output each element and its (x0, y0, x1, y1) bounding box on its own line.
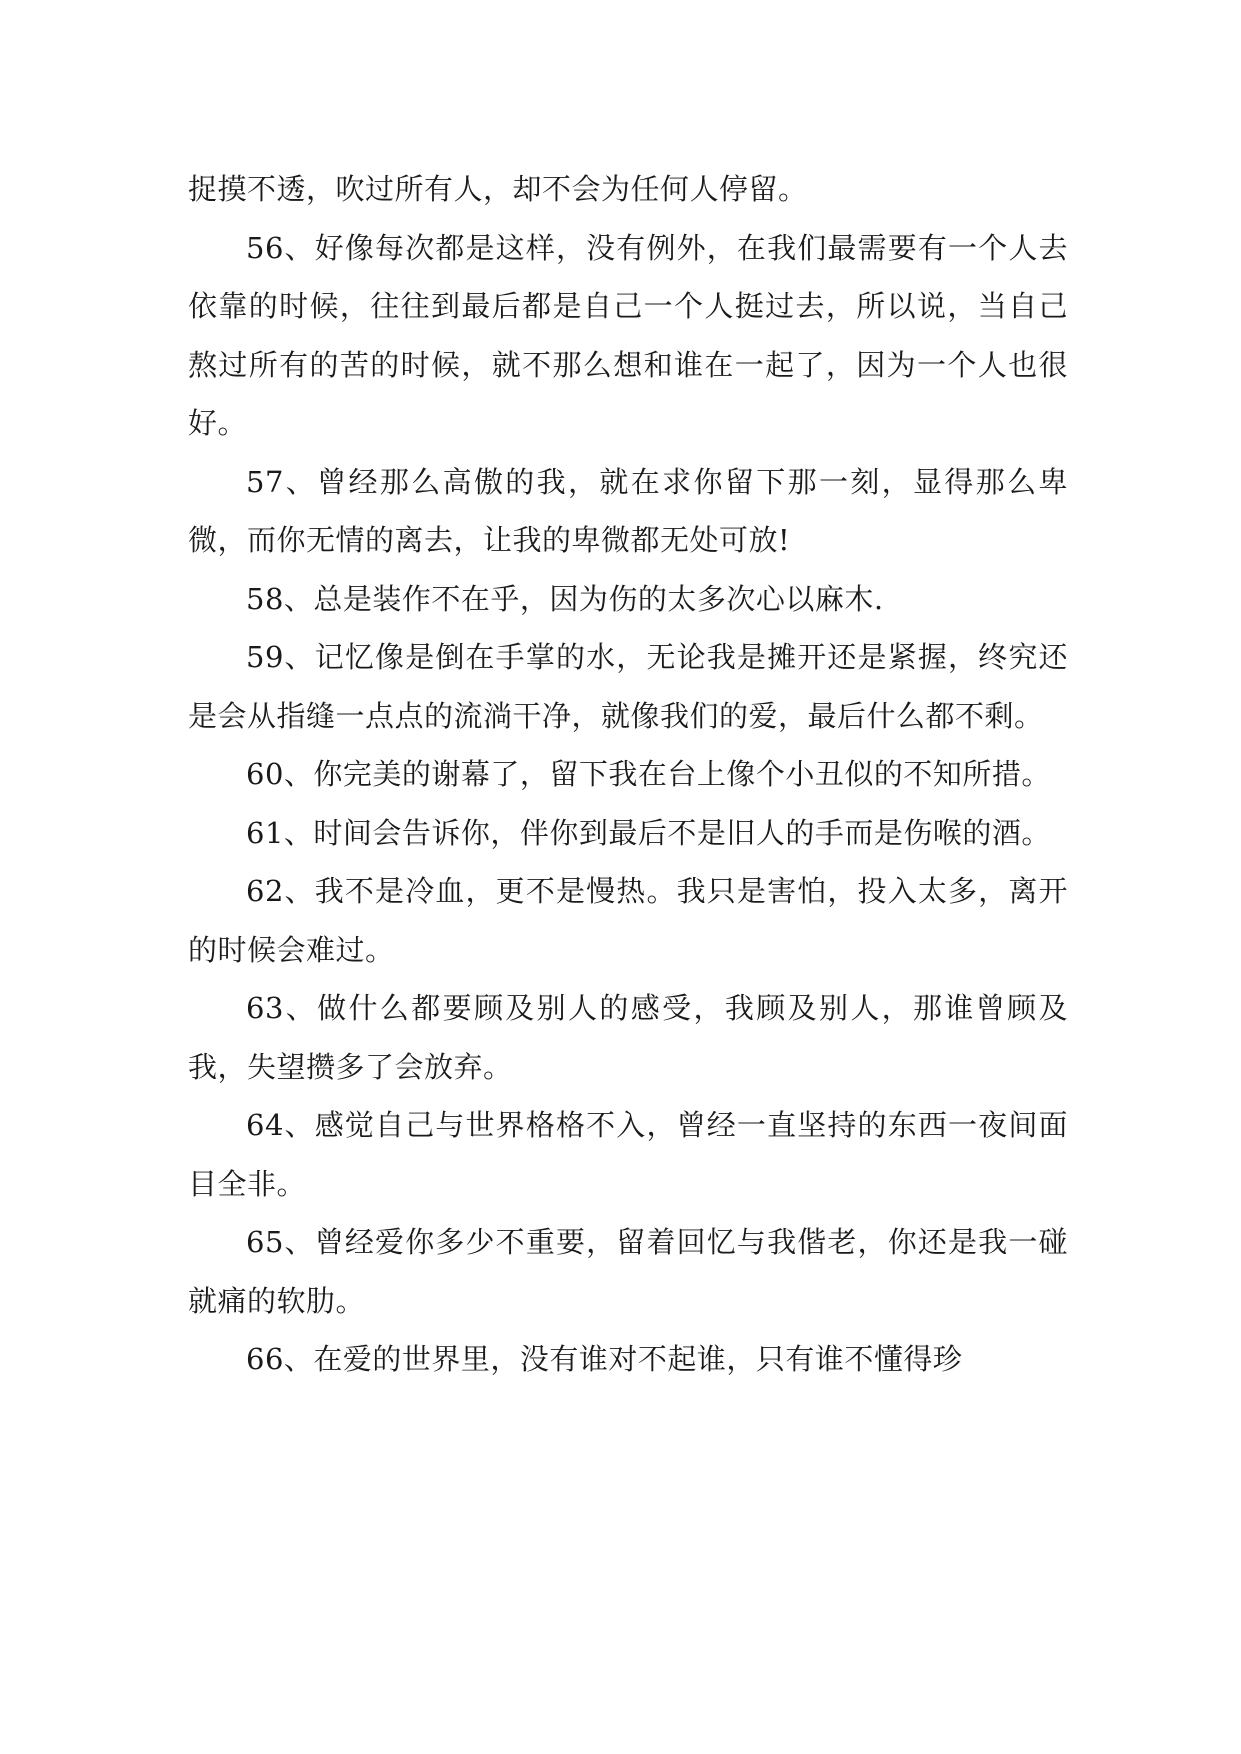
document-body (188, 160, 1068, 1389)
paragraph-62: 62、我不是冷血，更不是慢热。我只是害怕，投入太多，离开的时候会难过。 (188, 874, 1068, 967)
paragraph-61: 61、时间会告诉你，伴你到最后不是旧人的手而是伤喉的酒。 (246, 815, 1051, 850)
paragraph-66-start: 66、在爱的世界里，没有谁对不起谁，只有谁不懂得珍 (246, 1342, 963, 1376)
paragraph-57: 57、曾经那么高傲的我，就在求你留下那一刻，显得那么卑微，而你无情的离去，让我的卑微都无处可放! (188, 464, 1068, 557)
paragraph-64: 64、感觉自己与世界格格不入，曾经一直坚持的东西一夜间面目全非。 (188, 1108, 1068, 1201)
paragraph-63: 63、做什么都要顾及别人的感受，我顾及别人，那谁曾顾及我，失望攒多了会放弃。 (188, 991, 1068, 1084)
paragraph-56: 56、好像每次都是这样，没有例外，在我们最需要有一个人去依靠的时候，往往到最后都是自己一个人挺过去，所以说，当自己熬过所有的苦的时候，就不那么想和谁在一起了，因为一个人也很好。 (188, 230, 1068, 440)
paragraph-58: 58、总是装作不在乎，因为伤的太多次心以麻木. (246, 581, 884, 616)
paragraph-60: 60、你完美的谢幕了，留下我在台上像个小丑似的不知所措。 (246, 757, 1051, 791)
paragraph-65: 65、曾经爱你多少不重要，留着回忆与我偕老，你还是我一碰就痛的软肋。 (188, 1225, 1068, 1318)
paragraph-55-continuation: 捉摸不透，吹过所有人，却不会为任何人停留。 (188, 172, 808, 206)
paragraph-59: 59、记忆像是倒在手掌的水，无论我是摊开还是紧握，终究还是会从指缝一点点的流淌干净，就像我们的爱，最后什么都不剩。 (188, 640, 1068, 733)
